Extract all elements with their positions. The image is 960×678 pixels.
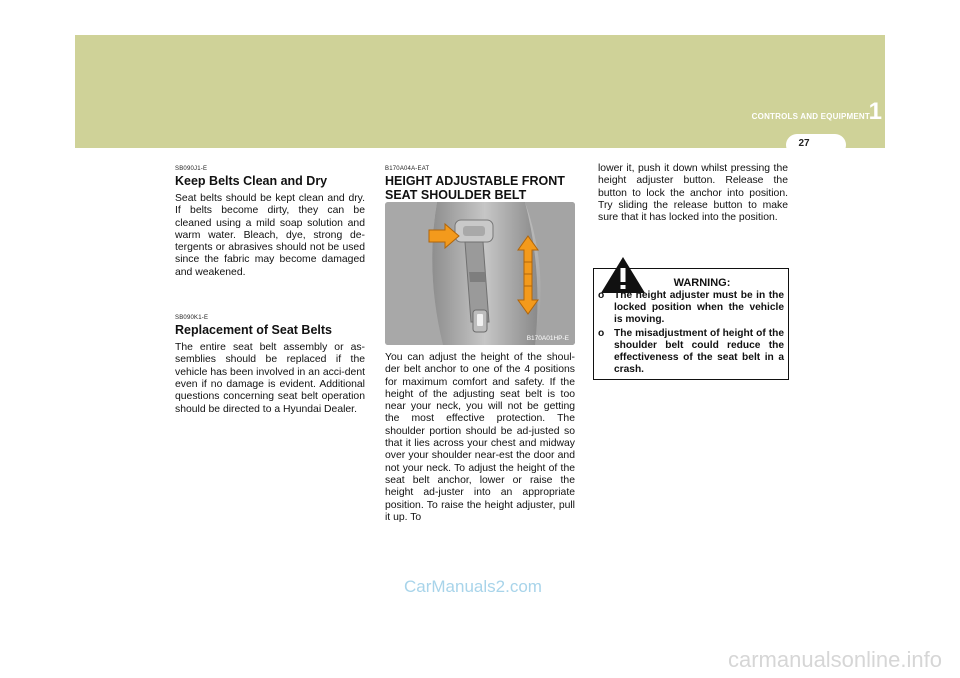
watermark-carmanuals2[interactable]: CarManuals2.com: [404, 577, 542, 596]
image-code: B170A01HP-E: [526, 335, 569, 342]
column-middle-text: [385, 352, 575, 524]
column-middle: [385, 166, 575, 207]
page-number: 27: [798, 138, 810, 149]
column-right: [598, 163, 788, 224]
chapter-number: 1: [868, 98, 882, 125]
bullet: o: [598, 290, 605, 301]
section-code: SB090K1-E: [175, 315, 209, 322]
section-code: SB090J1-E: [175, 166, 208, 172]
warning-title: WARNING:: [673, 277, 731, 289]
watermark-carmanualsonline[interactable]: carmanualsonline.info: [727, 647, 942, 672]
chapter-title: CONTROLS AND EQUIPMENT: [751, 112, 870, 121]
warning-item: o The height adjuster must be in the locked position when the vehicle is moving.: [598, 290, 784, 326]
illustration-drawing: [385, 202, 575, 345]
column-left: [175, 166, 365, 416]
warning-list: [598, 290, 784, 377]
section-title: Replacement of Seat Belts: [175, 323, 332, 338]
bullet: o: [598, 327, 605, 339]
section-body-continued: lower it, push it down whilst pressing the height adjuster button. Release the button to lock the anchor into position. Try sliding the release button to make sure that it has locked into the position.: [598, 163, 788, 224]
header-band: [75, 35, 885, 148]
warning-item: o The misadjustment of height of the shoulder belt could reduce the effectiveness of the seat belt in a crash.: [598, 327, 784, 376]
warning-box: [593, 268, 789, 380]
section-body: The entire seat belt assembly or as-semblies should be replaced if the vehicle has been involved in an acci-dent even if no damage is evident. Additional questions concerning seat belt operation should be directed to a Hyundai Dealer.: [175, 342, 365, 415]
section-title: HEIGHT ADJUSTABLE FRONT SEAT SHOULDER BELT: [385, 174, 565, 202]
section-title: Keep Belts Clean and Dry: [175, 174, 328, 188]
section-body: Seat belts should be kept clean and dry. If belts become dirty, they can be cleaned using a mild soap solution and warm water. Bleach, dye, strong de-tergents or abrasives should not be used since the fabric may become damaged and weakened.: [175, 193, 365, 278]
seat-belt-adjuster-illustration: [385, 202, 575, 345]
section-body: You can adjust the height of the shoul-der belt anchor to one of the 4 positions for maximum comfort and safety. If the height of the adjusting seat belt is too near your neck, you will not be getting the most effective protection. The shoulder portion should be ad-justed so that it lies across your chest and midway over your shoulder near-est the door and not your neck. To adjust the height of the seat belt anchor, lower or raise the height ad-juster into an appropriate position. To raise the height adjuster, pull it up. To: [385, 352, 575, 523]
section-code: B170A04A-EAT: [385, 166, 430, 172]
